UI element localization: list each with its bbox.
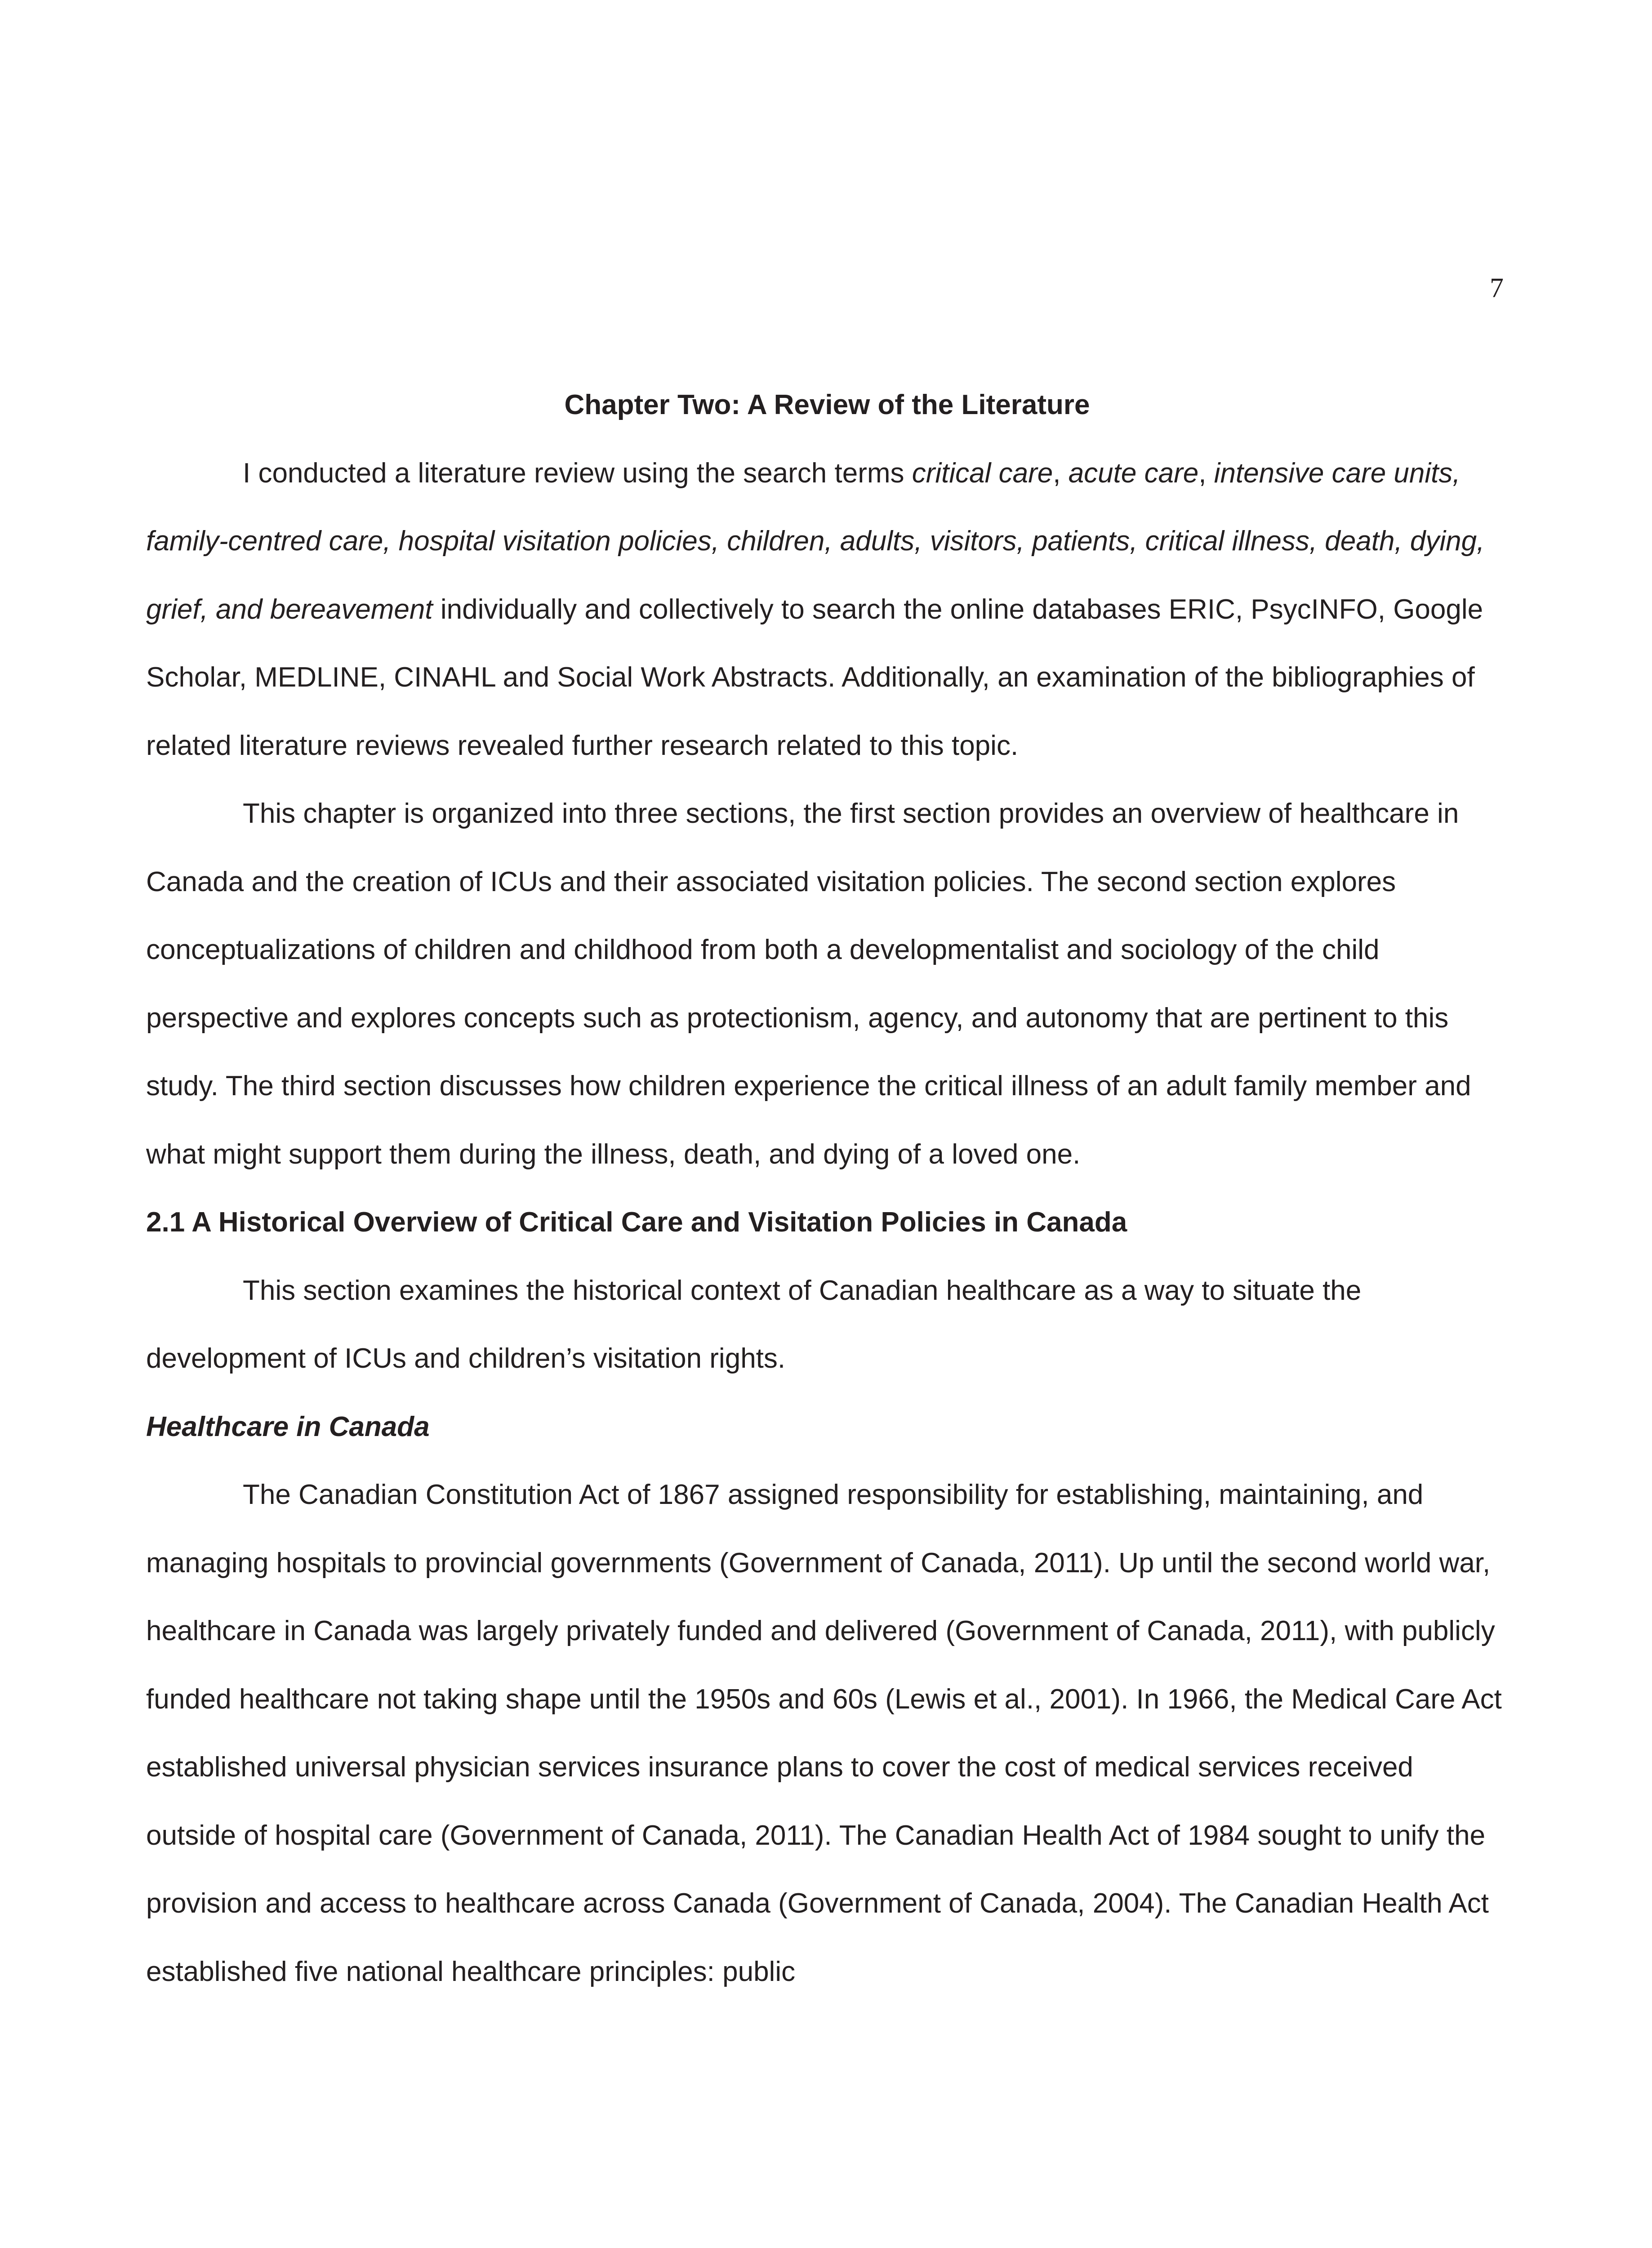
term-separator: , bbox=[1198, 457, 1214, 489]
subsection-heading: Healthcare in Canada bbox=[146, 1411, 430, 1442]
page-number: 7 bbox=[1490, 273, 1504, 303]
organization-paragraph: This chapter is organized into three sections, the first section provides an overview of healthcare in Canada and the creation of ICUs and their associated visitation policies. The second section explores conceptualizations of children and childhood from both a developmentalist and sociology of the child perspective and explores concepts such as protectionism, agency, and autonomy that are pertinent to this study. The third section discusses how children experience the critical illness of an adult family member and what might support them during the illness, death, and dying of a loved one. bbox=[146, 798, 1471, 1170]
intro-rest: individually and collectively to search the online databases ERIC, PsycINFO, Google Scholar, MEDLINE, CINAHL and Social Work Abstracts. Additionally, an examination of the bibliographies of related literature reviews revealed further research related to this topic. bbox=[146, 593, 1483, 761]
intro-paragraph bbox=[146, 439, 1508, 780]
subsection-paragraph: The Canadian Constitution Act of 1867 assigned responsibility for establishing, maintaining, and managing hospitals to provincial governments (Government of Canada, 2011). Up until the second world war, healthcare in Canada was largely privately funded and delivered (Government of Canada, 2011), with publicly funded healthcare not taking shape until the 1950s and 60s (Lewis et al., 2001). In 1966, the Medical Care Act established universal physician services insurance plans to cover the cost of medical services received outside of hospital care (Government of Canada, 2011). The Canadian Health Act of 1984 sought to unify the provision and access to healthcare across Canada (Government of Canada, 2004). The Canadian Health Act established five national healthcare principles: public bbox=[146, 1479, 1502, 1987]
document-body bbox=[146, 371, 1508, 2006]
search-term: acute care bbox=[1068, 457, 1199, 489]
section-heading: 2.1 A Historical Overview of Critical Care and Visitation Policies in Canada bbox=[146, 1207, 1127, 1238]
intro-lead: I conducted a literature review using the search terms bbox=[243, 457, 912, 489]
chapter-title: Chapter Two: A Review of the Literature bbox=[564, 389, 1090, 420]
section-paragraph: This section examines the historical context of Canadian healthcare as a way to situate the development of ICUs and children’s visitation rights. bbox=[146, 1275, 1362, 1374]
search-terms-list: intensive care units, family-centred care, hospital visitation policies, children, adults, visitors, patients, critical illness, death, dying, grief, and bereavement bbox=[146, 457, 1485, 625]
term-separator: , bbox=[1053, 457, 1069, 489]
search-term: critical care bbox=[912, 457, 1053, 489]
